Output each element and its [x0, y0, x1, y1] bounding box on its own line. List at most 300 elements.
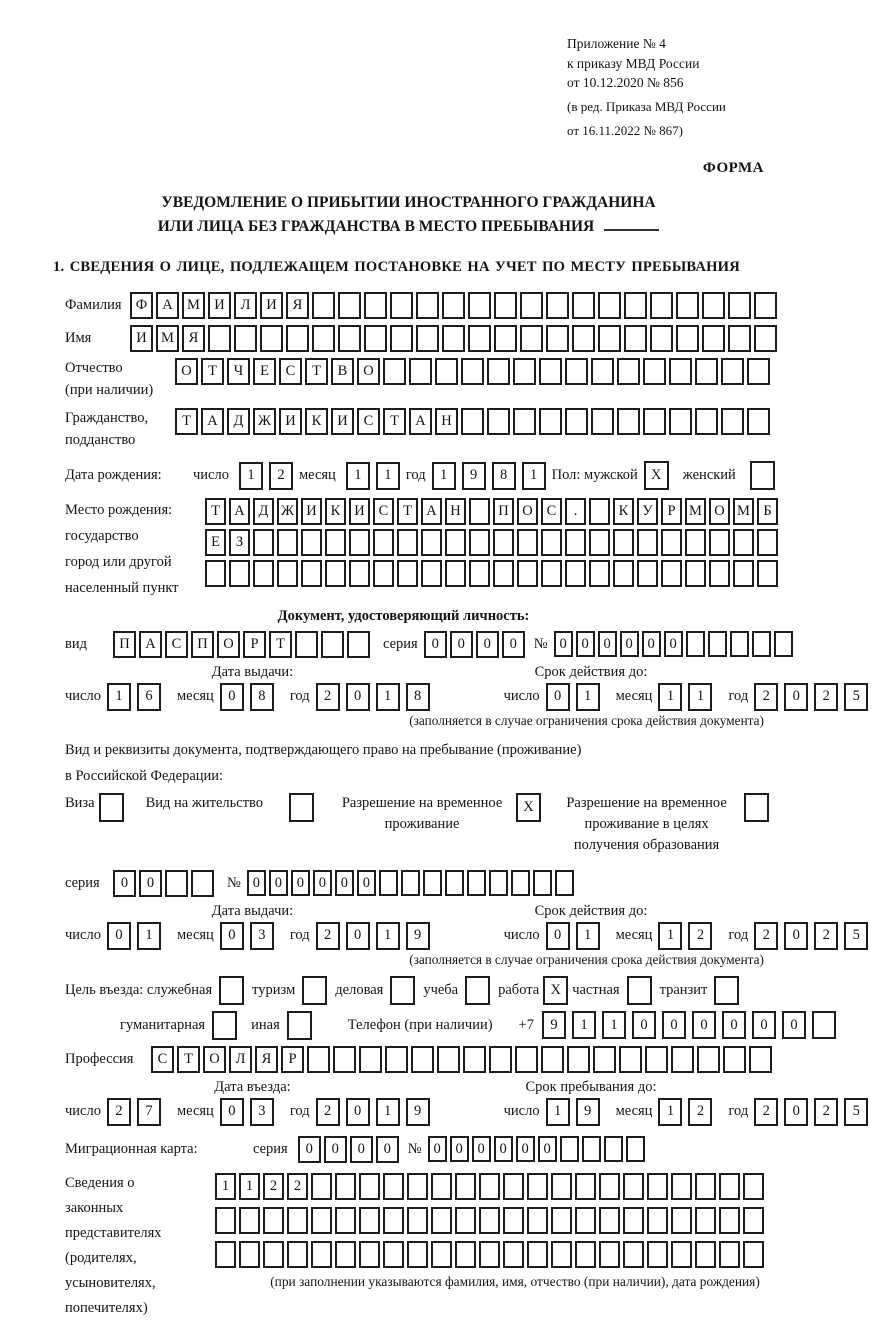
char-cell[interactable]	[591, 408, 614, 435]
char-cell[interactable]: 2	[754, 922, 778, 950]
char-cell[interactable]: 9	[542, 1011, 566, 1039]
char-cell[interactable]: И	[208, 292, 231, 319]
char-cell[interactable]	[754, 325, 777, 352]
private-checkbox[interactable]	[627, 976, 652, 1005]
char-cell[interactable]: 2	[814, 683, 838, 711]
char-cell[interactable]	[321, 631, 344, 658]
char-cell[interactable]: 1	[546, 1098, 570, 1126]
char-cell[interactable]	[289, 793, 314, 822]
char-cell[interactable]: 1	[576, 683, 600, 711]
char-cell[interactable]	[493, 560, 514, 587]
work-checkbox[interactable]	[543, 976, 568, 1005]
char-cell[interactable]	[253, 560, 274, 587]
char-cell[interactable]: З	[229, 529, 250, 556]
char-cell[interactable]: 2	[269, 462, 293, 490]
char-cell[interactable]	[695, 358, 718, 385]
char-cell[interactable]: 0	[784, 922, 808, 950]
sex-female-checkbox[interactable]	[750, 461, 775, 490]
char-cell[interactable]	[359, 1046, 382, 1073]
char-cell[interactable]	[513, 408, 536, 435]
char-cell[interactable]: 0	[220, 922, 244, 950]
char-cell[interactable]	[743, 1241, 764, 1268]
char-cell[interactable]	[503, 1207, 524, 1234]
char-cell[interactable]: 1	[376, 922, 400, 950]
char-cell[interactable]: 1	[432, 462, 456, 490]
char-cell[interactable]	[373, 529, 394, 556]
char-cell[interactable]	[465, 976, 490, 1005]
char-cell[interactable]: 0	[538, 1136, 557, 1162]
char-cell[interactable]	[302, 976, 327, 1005]
char-cell[interactable]: 0	[450, 1136, 469, 1162]
char-cell[interactable]	[708, 631, 727, 657]
char-cell[interactable]: 0	[752, 1011, 776, 1039]
char-cell[interactable]	[619, 1046, 642, 1073]
char-cell[interactable]: А	[201, 408, 224, 435]
char-cell[interactable]: 1	[658, 683, 682, 711]
char-cell[interactable]	[383, 1173, 404, 1200]
char-cell[interactable]: Т	[201, 358, 224, 385]
char-cell[interactable]: С	[357, 408, 380, 435]
char-cell[interactable]	[774, 631, 793, 657]
char-cell[interactable]: 0	[113, 870, 136, 897]
char-cell[interactable]	[212, 1011, 237, 1040]
char-cell[interactable]	[752, 631, 771, 657]
char-cell[interactable]	[572, 292, 595, 319]
char-cell[interactable]	[513, 358, 536, 385]
char-cell[interactable]	[338, 292, 361, 319]
char-cell[interactable]	[205, 560, 226, 587]
char-cell[interactable]: Б	[757, 498, 778, 525]
char-cell[interactable]: 2	[287, 1173, 308, 1200]
char-cell[interactable]: 2	[688, 922, 712, 950]
char-cell[interactable]: 0	[576, 631, 595, 657]
char-cell[interactable]	[539, 358, 562, 385]
char-cell[interactable]: 0	[546, 922, 570, 950]
char-cell[interactable]: 9	[406, 1098, 430, 1126]
char-cell[interactable]	[645, 1046, 668, 1073]
char-cell[interactable]	[263, 1207, 284, 1234]
char-cell[interactable]	[407, 1207, 428, 1234]
char-cell[interactable]	[669, 358, 692, 385]
char-cell[interactable]	[301, 560, 322, 587]
char-cell[interactable]: 2	[754, 1098, 778, 1126]
char-cell[interactable]: А	[421, 498, 442, 525]
char-cell[interactable]: 1	[215, 1173, 236, 1200]
char-cell[interactable]	[627, 976, 652, 1005]
char-cell[interactable]	[411, 1046, 434, 1073]
char-cell[interactable]	[589, 529, 610, 556]
char-cell[interactable]	[744, 793, 769, 822]
char-cell[interactable]: 1	[522, 462, 546, 490]
char-cell[interactable]: 0	[722, 1011, 746, 1039]
char-cell[interactable]: 1	[572, 1011, 596, 1039]
char-cell[interactable]	[407, 1173, 428, 1200]
char-cell[interactable]: Д	[227, 408, 250, 435]
char-cell[interactable]	[719, 1241, 740, 1268]
char-cell[interactable]: О	[203, 1046, 226, 1073]
char-cell[interactable]: Л	[234, 292, 257, 319]
char-cell[interactable]	[743, 1173, 764, 1200]
tourism-checkbox[interactable]	[302, 976, 327, 1005]
char-cell[interactable]: М	[733, 498, 754, 525]
char-cell[interactable]: Т	[305, 358, 328, 385]
char-cell[interactable]	[295, 631, 318, 658]
char-cell[interactable]: 0	[269, 870, 288, 896]
char-cell[interactable]: 1	[107, 683, 131, 711]
char-cell[interactable]	[364, 292, 387, 319]
char-cell[interactable]	[390, 292, 413, 319]
business-checkbox[interactable]	[390, 976, 415, 1005]
char-cell[interactable]	[333, 1046, 356, 1073]
char-cell[interactable]	[311, 1207, 332, 1234]
char-cell[interactable]: С	[279, 358, 302, 385]
humanitarian-checkbox[interactable]	[212, 1011, 237, 1040]
char-cell[interactable]: М	[685, 498, 706, 525]
char-cell[interactable]: Я	[255, 1046, 278, 1073]
char-cell[interactable]	[671, 1207, 692, 1234]
other-purpose-checkbox[interactable]	[287, 1011, 312, 1040]
char-cell[interactable]	[709, 560, 730, 587]
char-cell[interactable]	[423, 870, 442, 896]
char-cell[interactable]	[730, 631, 749, 657]
char-cell[interactable]: Т	[177, 1046, 200, 1073]
char-cell[interactable]	[623, 1173, 644, 1200]
char-cell[interactable]: Т	[383, 408, 406, 435]
char-cell[interactable]: И	[279, 408, 302, 435]
char-cell[interactable]	[435, 358, 458, 385]
char-cell[interactable]	[487, 358, 510, 385]
char-cell[interactable]: Х	[644, 461, 669, 490]
char-cell[interactable]	[287, 1241, 308, 1268]
char-cell[interactable]	[551, 1241, 572, 1268]
char-cell[interactable]: 5	[844, 1098, 868, 1126]
char-cell[interactable]	[604, 1136, 623, 1162]
char-cell[interactable]	[445, 529, 466, 556]
char-cell[interactable]	[397, 529, 418, 556]
char-cell[interactable]	[575, 1241, 596, 1268]
char-cell[interactable]: Ж	[277, 498, 298, 525]
char-cell[interactable]: 2	[754, 683, 778, 711]
char-cell[interactable]	[643, 358, 666, 385]
char-cell[interactable]: 0	[782, 1011, 806, 1039]
char-cell[interactable]	[624, 325, 647, 352]
char-cell[interactable]: П	[113, 631, 136, 658]
char-cell[interactable]	[747, 358, 770, 385]
char-cell[interactable]	[390, 976, 415, 1005]
char-cell[interactable]	[647, 1173, 668, 1200]
char-cell[interactable]: И	[331, 408, 354, 435]
char-cell[interactable]: 7	[137, 1098, 161, 1126]
char-cell[interactable]	[647, 1241, 668, 1268]
char-cell[interactable]	[676, 292, 699, 319]
char-cell[interactable]	[215, 1207, 236, 1234]
char-cell[interactable]	[287, 1011, 312, 1040]
char-cell[interactable]: Я	[286, 292, 309, 319]
char-cell[interactable]	[312, 325, 335, 352]
visa-checkbox[interactable]	[99, 793, 124, 822]
char-cell[interactable]: 0	[502, 631, 525, 658]
char-cell[interactable]	[287, 1207, 308, 1234]
char-cell[interactable]	[624, 292, 647, 319]
char-cell[interactable]	[709, 529, 730, 556]
char-cell[interactable]	[277, 529, 298, 556]
char-cell[interactable]	[479, 1173, 500, 1200]
char-cell[interactable]: 0	[335, 870, 354, 896]
char-cell[interactable]: 0	[598, 631, 617, 657]
char-cell[interactable]: 1	[239, 462, 263, 490]
char-cell[interactable]: 0	[220, 683, 244, 711]
char-cell[interactable]	[613, 529, 634, 556]
char-cell[interactable]	[312, 292, 335, 319]
char-cell[interactable]: Т	[205, 498, 226, 525]
char-cell[interactable]	[494, 292, 517, 319]
char-cell[interactable]	[335, 1173, 356, 1200]
char-cell[interactable]: 0	[662, 1011, 686, 1039]
char-cell[interactable]	[527, 1207, 548, 1234]
char-cell[interactable]	[728, 292, 751, 319]
char-cell[interactable]	[671, 1173, 692, 1200]
char-cell[interactable]: 0	[220, 1098, 244, 1126]
char-cell[interactable]	[714, 976, 739, 1005]
char-cell[interactable]	[469, 498, 490, 525]
char-cell[interactable]: 1	[239, 1173, 260, 1200]
char-cell[interactable]	[401, 870, 420, 896]
char-cell[interactable]	[325, 529, 346, 556]
char-cell[interactable]	[598, 325, 621, 352]
char-cell[interactable]: 0	[472, 1136, 491, 1162]
char-cell[interactable]: Т	[175, 408, 198, 435]
char-cell[interactable]	[533, 870, 552, 896]
official-checkbox[interactable]	[219, 976, 244, 1005]
char-cell[interactable]	[397, 560, 418, 587]
char-cell[interactable]: 0	[476, 631, 499, 658]
char-cell[interactable]: Н	[445, 498, 466, 525]
char-cell[interactable]	[551, 1207, 572, 1234]
char-cell[interactable]	[390, 325, 413, 352]
char-cell[interactable]	[541, 1046, 564, 1073]
char-cell[interactable]: 0	[247, 870, 266, 896]
char-cell[interactable]: 0	[324, 1136, 347, 1163]
char-cell[interactable]: Н	[435, 408, 458, 435]
char-cell[interactable]	[442, 325, 465, 352]
char-cell[interactable]: К	[325, 498, 346, 525]
char-cell[interactable]: 0	[107, 922, 131, 950]
char-cell[interactable]: 1	[602, 1011, 626, 1039]
char-cell[interactable]	[598, 292, 621, 319]
char-cell[interactable]	[421, 560, 442, 587]
char-cell[interactable]	[575, 1207, 596, 1234]
char-cell[interactable]	[416, 292, 439, 319]
char-cell[interactable]: 2	[814, 922, 838, 950]
char-cell[interactable]: Я	[182, 325, 205, 352]
char-cell[interactable]: 2	[107, 1098, 131, 1126]
char-cell[interactable]	[165, 870, 188, 897]
char-cell[interactable]	[695, 408, 718, 435]
char-cell[interactable]	[661, 529, 682, 556]
char-cell[interactable]: Ф	[130, 292, 153, 319]
char-cell[interactable]	[359, 1241, 380, 1268]
char-cell[interactable]	[637, 560, 658, 587]
char-cell[interactable]: 1	[346, 462, 370, 490]
char-cell[interactable]: Ч	[227, 358, 250, 385]
char-cell[interactable]	[575, 1173, 596, 1200]
char-cell[interactable]	[623, 1241, 644, 1268]
char-cell[interactable]	[560, 1136, 579, 1162]
char-cell[interactable]	[99, 793, 124, 822]
char-cell[interactable]	[721, 408, 744, 435]
char-cell[interactable]	[572, 325, 595, 352]
char-cell[interactable]: Р	[243, 631, 266, 658]
char-cell[interactable]	[359, 1173, 380, 1200]
char-cell[interactable]	[671, 1046, 694, 1073]
char-cell[interactable]	[468, 325, 491, 352]
char-cell[interactable]	[747, 408, 770, 435]
char-cell[interactable]: О	[217, 631, 240, 658]
char-cell[interactable]: М	[156, 325, 179, 352]
char-cell[interactable]: 0	[516, 1136, 535, 1162]
char-cell[interactable]	[520, 292, 543, 319]
char-cell[interactable]: 1	[137, 922, 161, 950]
char-cell[interactable]	[479, 1241, 500, 1268]
char-cell[interactable]	[520, 325, 543, 352]
residence-permit-checkbox[interactable]	[289, 793, 314, 822]
char-cell[interactable]	[239, 1207, 260, 1234]
char-cell[interactable]	[431, 1241, 452, 1268]
char-cell[interactable]	[686, 631, 705, 657]
char-cell[interactable]: 0	[346, 683, 370, 711]
char-cell[interactable]	[494, 325, 517, 352]
char-cell[interactable]: 2	[316, 683, 340, 711]
char-cell[interactable]	[719, 1173, 740, 1200]
char-cell[interactable]	[567, 1046, 590, 1073]
char-cell[interactable]: О	[517, 498, 538, 525]
char-cell[interactable]: 0	[642, 631, 661, 657]
char-cell[interactable]	[445, 870, 464, 896]
char-cell[interactable]: 0	[313, 870, 332, 896]
char-cell[interactable]	[541, 529, 562, 556]
char-cell[interactable]	[546, 292, 569, 319]
char-cell[interactable]	[445, 560, 466, 587]
char-cell[interactable]	[347, 631, 370, 658]
char-cell[interactable]: 8	[250, 683, 274, 711]
char-cell[interactable]: И	[130, 325, 153, 352]
char-cell[interactable]	[307, 1046, 330, 1073]
char-cell[interactable]	[551, 1173, 572, 1200]
char-cell[interactable]: 0	[546, 683, 570, 711]
char-cell[interactable]	[721, 358, 744, 385]
char-cell[interactable]	[515, 1046, 538, 1073]
char-cell[interactable]: В	[331, 358, 354, 385]
char-cell[interactable]	[617, 408, 640, 435]
char-cell[interactable]: 0	[424, 631, 447, 658]
char-cell[interactable]: 9	[576, 1098, 600, 1126]
char-cell[interactable]: П	[493, 498, 514, 525]
char-cell[interactable]	[637, 529, 658, 556]
char-cell[interactable]	[733, 560, 754, 587]
char-cell[interactable]: К	[613, 498, 634, 525]
char-cell[interactable]	[208, 325, 231, 352]
char-cell[interactable]	[695, 1173, 716, 1200]
char-cell[interactable]: 1	[376, 683, 400, 711]
char-cell[interactable]	[383, 1241, 404, 1268]
char-cell[interactable]	[613, 560, 634, 587]
char-cell[interactable]: Е	[253, 358, 276, 385]
char-cell[interactable]	[754, 292, 777, 319]
char-cell[interactable]	[685, 560, 706, 587]
char-cell[interactable]: 0	[350, 1136, 373, 1163]
char-cell[interactable]: С	[541, 498, 562, 525]
char-cell[interactable]	[589, 498, 610, 525]
char-cell[interactable]	[349, 529, 370, 556]
char-cell[interactable]: О	[357, 358, 380, 385]
char-cell[interactable]: .	[565, 498, 586, 525]
char-cell[interactable]: М	[182, 292, 205, 319]
char-cell[interactable]: 2	[316, 922, 340, 950]
char-cell[interactable]	[650, 325, 673, 352]
transit-checkbox[interactable]	[714, 976, 739, 1005]
char-cell[interactable]	[467, 870, 486, 896]
char-cell[interactable]: 1	[576, 922, 600, 950]
char-cell[interactable]: 0	[346, 922, 370, 950]
char-cell[interactable]: 0	[494, 1136, 513, 1162]
char-cell[interactable]	[325, 560, 346, 587]
char-cell[interactable]	[511, 870, 530, 896]
temp-residence-checkbox[interactable]	[516, 793, 541, 822]
char-cell[interactable]	[643, 408, 666, 435]
char-cell[interactable]	[589, 560, 610, 587]
char-cell[interactable]: У	[637, 498, 658, 525]
char-cell[interactable]: 1	[376, 1098, 400, 1126]
char-cell[interactable]	[719, 1207, 740, 1234]
char-cell[interactable]: 0	[632, 1011, 656, 1039]
temp-residence-education-checkbox[interactable]	[744, 793, 769, 822]
char-cell[interactable]: 1	[688, 683, 712, 711]
char-cell[interactable]: 2	[263, 1173, 284, 1200]
char-cell[interactable]	[555, 870, 574, 896]
char-cell[interactable]	[695, 1241, 716, 1268]
char-cell[interactable]	[541, 560, 562, 587]
char-cell[interactable]	[685, 529, 706, 556]
char-cell[interactable]: 0	[554, 631, 573, 657]
char-cell[interactable]: О	[175, 358, 198, 385]
char-cell[interactable]	[527, 1173, 548, 1200]
char-cell[interactable]	[489, 1046, 512, 1073]
char-cell[interactable]: А	[139, 631, 162, 658]
char-cell[interactable]: 0	[291, 870, 310, 896]
char-cell[interactable]	[311, 1241, 332, 1268]
char-cell[interactable]	[468, 292, 491, 319]
char-cell[interactable]	[229, 560, 250, 587]
char-cell[interactable]	[599, 1241, 620, 1268]
char-cell[interactable]: И	[260, 292, 283, 319]
char-cell[interactable]	[650, 292, 673, 319]
char-cell[interactable]	[697, 1046, 720, 1073]
char-cell[interactable]	[812, 1011, 836, 1039]
char-cell[interactable]	[379, 870, 398, 896]
char-cell[interactable]	[455, 1241, 476, 1268]
char-cell[interactable]: С	[151, 1046, 174, 1073]
char-cell[interactable]	[219, 976, 244, 1005]
sex-male-checkbox[interactable]	[644, 461, 669, 490]
char-cell[interactable]: 0	[784, 1098, 808, 1126]
char-cell[interactable]: 0	[784, 683, 808, 711]
study-checkbox[interactable]	[465, 976, 490, 1005]
char-cell[interactable]	[338, 325, 361, 352]
char-cell[interactable]	[469, 529, 490, 556]
char-cell[interactable]	[702, 325, 725, 352]
char-cell[interactable]	[723, 1046, 746, 1073]
char-cell[interactable]: 8	[492, 462, 516, 490]
